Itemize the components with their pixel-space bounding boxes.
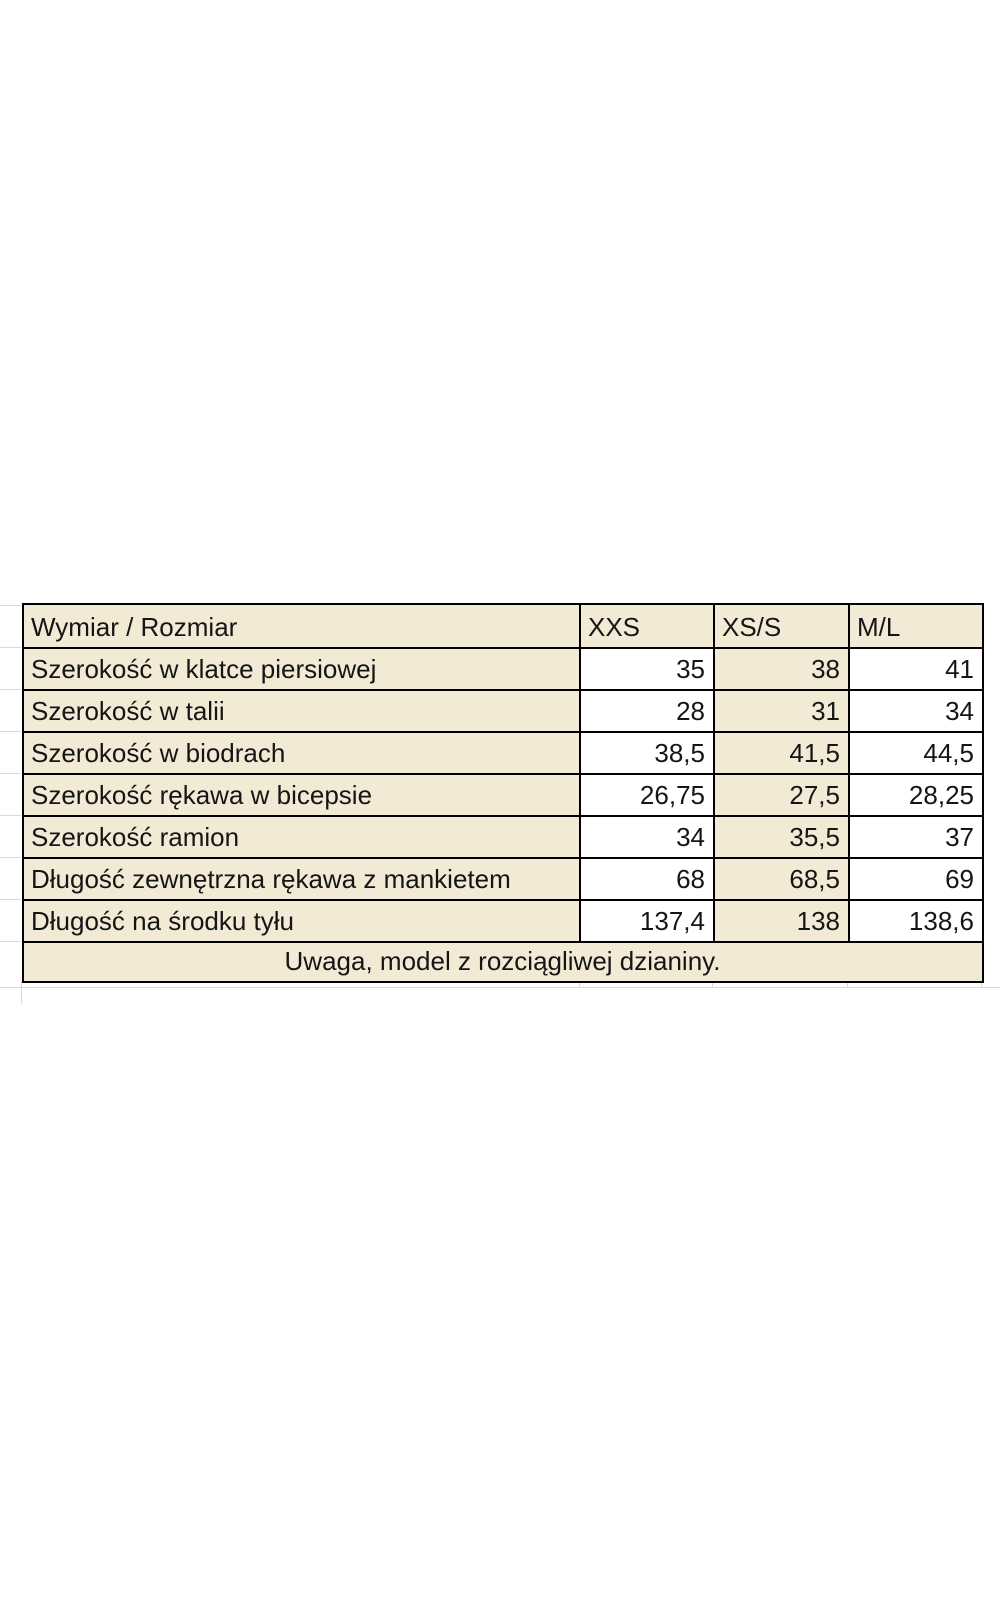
header-label-cell[interactable]: Wymiar / Rozmiar bbox=[23, 604, 580, 648]
header-cell-xxs[interactable]: XXS bbox=[580, 604, 714, 648]
value-cell-xss[interactable]: 41,5 bbox=[714, 732, 849, 774]
size-table-body bbox=[23, 648, 983, 942]
header-cell-ml[interactable]: M/L bbox=[849, 604, 983, 648]
value-cell-ml[interactable]: 41 bbox=[849, 648, 983, 690]
value-cell-xxs[interactable]: 26,75 bbox=[580, 774, 714, 816]
row-label-cell[interactable]: Szerokość rękawa w bicepsie bbox=[23, 774, 580, 816]
header-row bbox=[23, 604, 983, 648]
sheet-gridline bbox=[0, 987, 1000, 988]
table-row bbox=[23, 900, 983, 942]
value-cell-xss[interactable]: 68,5 bbox=[714, 858, 849, 900]
note-row bbox=[23, 942, 983, 982]
value-cell-ml[interactable]: 69 bbox=[849, 858, 983, 900]
sheet-gridline bbox=[0, 731, 21, 732]
row-label-cell[interactable]: Szerokość w talii bbox=[23, 690, 580, 732]
value-cell-ml[interactable]: 44,5 bbox=[849, 732, 983, 774]
sheet-gridline bbox=[0, 647, 21, 648]
value-cell-xss[interactable]: 138 bbox=[714, 900, 849, 942]
value-cell-ml[interactable]: 37 bbox=[849, 816, 983, 858]
value-cell-xss[interactable]: 35,5 bbox=[714, 816, 849, 858]
sheet-gridline bbox=[21, 981, 22, 1004]
sheet-gridline bbox=[0, 773, 21, 774]
value-cell-xxs[interactable]: 38,5 bbox=[580, 732, 714, 774]
value-cell-xxs[interactable]: 34 bbox=[580, 816, 714, 858]
note-cell[interactable]: Uwaga, model z rozciągliwej dzianiny. bbox=[23, 942, 983, 982]
sheet-gridline bbox=[0, 941, 21, 942]
value-cell-ml[interactable]: 138,6 bbox=[849, 900, 983, 942]
value-cell-xss[interactable]: 27,5 bbox=[714, 774, 849, 816]
sheet-gridline bbox=[0, 605, 21, 606]
table-row bbox=[23, 732, 983, 774]
table-row bbox=[23, 774, 983, 816]
row-label-cell[interactable]: Długość zewnętrzna rękawa z mankietem bbox=[23, 858, 580, 900]
table-row bbox=[23, 816, 983, 858]
value-cell-xxs[interactable]: 68 bbox=[580, 858, 714, 900]
sheet-gridline bbox=[0, 857, 21, 858]
value-cell-ml[interactable]: 34 bbox=[849, 690, 983, 732]
value-cell-xss[interactable]: 31 bbox=[714, 690, 849, 732]
value-cell-xxs[interactable]: 28 bbox=[580, 690, 714, 732]
value-cell-xxs[interactable]: 137,4 bbox=[580, 900, 714, 942]
row-label-cell[interactable]: Szerokość w klatce piersiowej bbox=[23, 648, 580, 690]
sheet-gridline bbox=[0, 689, 21, 690]
size-chart-table bbox=[22, 603, 984, 983]
table-row bbox=[23, 858, 983, 900]
sheet-gridline bbox=[0, 899, 21, 900]
sheet-gridline bbox=[0, 815, 21, 816]
row-label-cell[interactable]: Szerokość ramion bbox=[23, 816, 580, 858]
table-row bbox=[23, 690, 983, 732]
header-cell-xss[interactable]: XS/S bbox=[714, 604, 849, 648]
value-cell-ml[interactable]: 28,25 bbox=[849, 774, 983, 816]
table-row bbox=[23, 648, 983, 690]
value-cell-xss[interactable]: 38 bbox=[714, 648, 849, 690]
value-cell-xxs[interactable]: 35 bbox=[580, 648, 714, 690]
row-label-cell[interactable]: Długość na środku tyłu bbox=[23, 900, 580, 942]
row-label-cell[interactable]: Szerokość w biodrach bbox=[23, 732, 580, 774]
